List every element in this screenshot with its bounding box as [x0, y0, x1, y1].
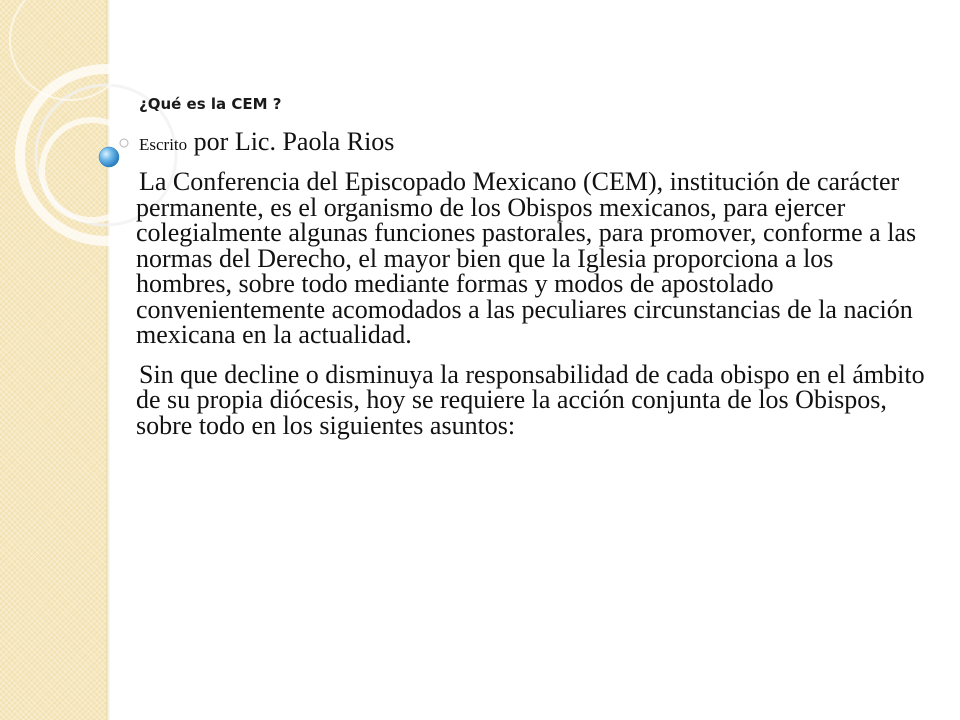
slide-content: [136, 94, 926, 452]
small-ring-bullet: [120, 139, 128, 147]
band-edge: [106, 0, 110, 720]
paragraph-1: La Conferencia del Episcopado Mexicano (CEM), institución de carácter permanente, es el organismo de los Obispos mexicanos, para ejercer colegialmente algunas funciones pastorales, para promover, conforme a las normas del Derecho, el mayor bien que la Iglesia proporciona a los hombres, sobre todo mediante formas y modos de apostolado convenientemente acomodados a las peculiares circunstancias de la nación mexicana en la actualidad.: [136, 167, 917, 349]
byline-prefix: Escrito: [139, 135, 188, 154]
byline-author: por Lic. Paola Rios: [193, 127, 395, 156]
decorative-side-band: [0, 0, 107, 720]
paragraph-2: Sin que decline o disminuya la responsabilidad de cada obispo en el ámbito de su propia diócesis, hoy se requiere la acción conjunta de los Obispos, sobre todo en los siguientes asuntos:: [136, 359, 925, 440]
author-byline: [139, 128, 926, 159]
slide-heading: ¿Qué es la CEM ?: [139, 95, 282, 113]
